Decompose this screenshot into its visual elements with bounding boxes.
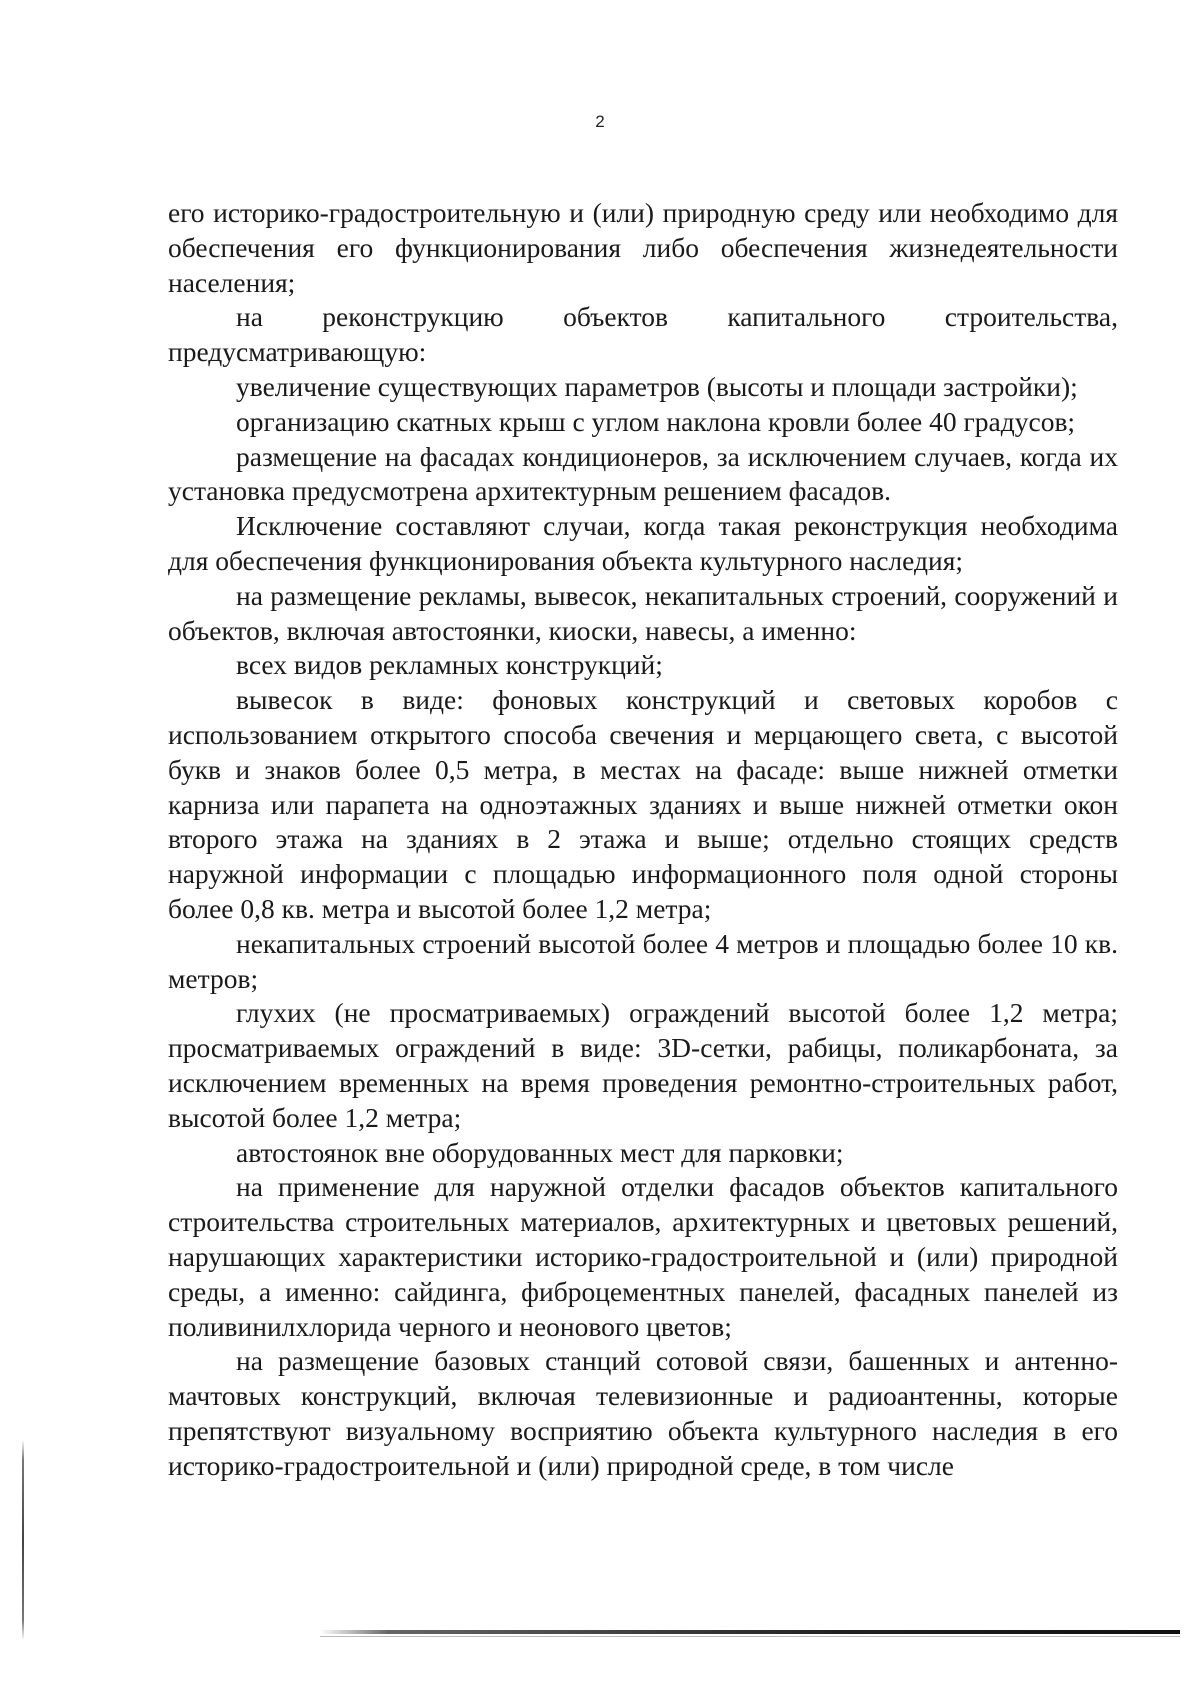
paragraph-12: автостоянок вне оборудованных мест для парковки; <box>236 1136 844 1168</box>
paragraph-1: его историко-градостроительную и (или) природную среду или необходимо для обеспечения его функционирования либо обеспечения жизнедеятельности населения; <box>168 197 1118 298</box>
paragraph-14: на размещение базовых станций сотовой связи, башенных и антенно-мачтовых конструкций, включая телевизионные и радиоантенны, которые препятствуют визуальному восприятию объекта культурного наследия в его историко-градостроительной и (или) природной среде, в том числе <box>168 1345 1118 1481</box>
paragraph-11: глухих (не просматриваемых) ограждений высотой более 1,2 метра; просматриваемых ограждений в виде: 3D-сетки, рабицы, поликарбоната, за исключением временных на время проведения ремонтно-строительных работ, высотой более 1,2 метра; <box>168 997 1118 1133</box>
document-body <box>168 196 1118 1483</box>
paragraph-2: на реконструкцию объектов капитального строительства, предусматривающую: <box>168 301 1118 368</box>
paragraph-13: на применение для наружной отделки фасадов объектов капитального строительства строительных материалов, архитектурных и цветовых решений, нарушающих характеристики историко-градостроительной и (или) природной среды, а именно: сайдинга, фиброцементных панелей, фасадных панелей из поливинилхлорида черного и неонового цветов; <box>168 1171 1118 1342</box>
scan-artifact-left-edge <box>22 1440 24 1640</box>
scan-artifact-bottom-shadow <box>320 1636 1180 1637</box>
scan-artifact-bottom-edge <box>320 1630 1180 1634</box>
paragraph-8: всех видов рекламных конструкций; <box>236 649 663 681</box>
paragraph-6: Исключение составляют случаи, когда такая реконструкция необходима для обеспечения функционирования объекта культурного наследия; <box>168 510 1118 576</box>
page-number: 2 <box>595 112 605 131</box>
paragraph-7: на размещение рекламы, вывесок, некапитальных строений, сооружений и объектов, включая автостоянки, киоски, навесы, а именно: <box>168 579 1118 646</box>
paragraph-5: размещение на фасадах кондиционеров, за исключением случаев, когда их установка предусмотрена архитектурным решением фасадов. <box>168 440 1118 507</box>
paragraph-9: вывесок в виде: фоновых конструкций и световых коробов с использованием открытого способа свечения и мерцающего света, с высотой букв и знаков более 0,5 метра, в местах на фасаде: выше нижней отметки карниза или парапета на одноэтажных зданиях и выше нижней отметки окон второго этажа на зданиях в 2 этажа и выше; отдельно стоящих средств наружной информации с площадью информационного поля одной стороны более 0,8 кв. метра и высотой более 1,2 метра; <box>168 684 1118 924</box>
paragraph-4: организацию скатных крыш с углом наклона кровли более 40 градусов; <box>236 405 1076 437</box>
paragraph-10: некапитальных строений высотой более 4 метров и площадью более 10 кв. метров; <box>168 927 1118 994</box>
paragraph-3: увеличение существующих параметров (высоты и площади застройки); <box>236 370 1078 402</box>
